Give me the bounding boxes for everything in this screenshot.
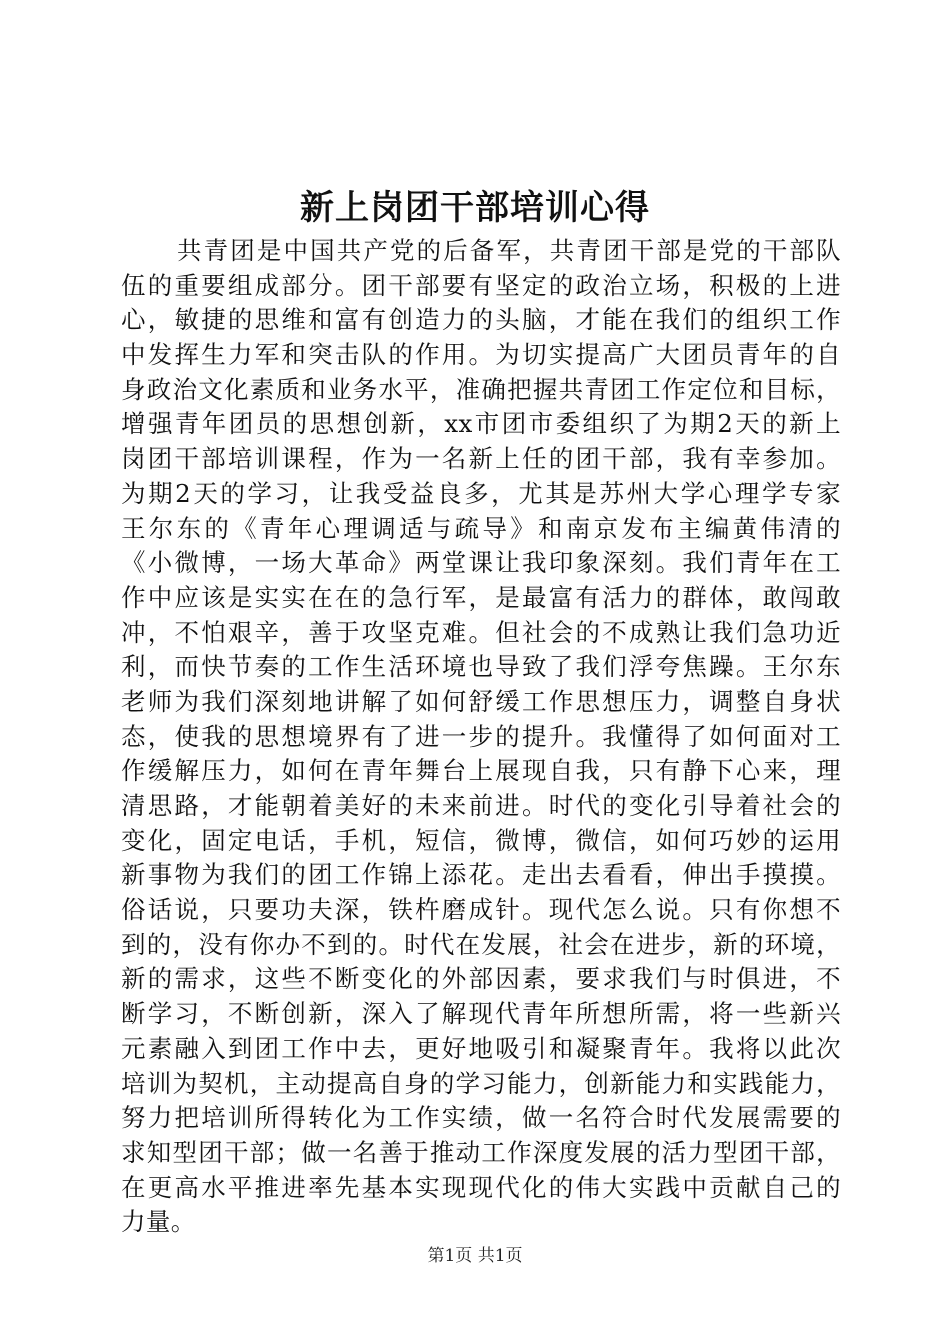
- body-line: 伍的重要组成部分。团干部要有坚定的政治立场，积极的上进: [121, 270, 841, 300]
- page-footer: 第1页 共1页: [427, 1246, 523, 1266]
- body-line: 断学习，不断创新，深入了解现代青年所想所需，将一些新兴: [121, 999, 841, 1029]
- document-title: 新上岗团干部培训心得: [300, 188, 650, 228]
- body-line: 共青团是中国共产党的后备军，共青团干部是党的干部队: [177, 236, 841, 265]
- body-line: 新的需求，这些不断变化的外部因素，要求我们与时俱进，不: [121, 964, 841, 994]
- body-line: 求知型团干部；做一名善于推动工作深度发展的活力型团干部，: [121, 1137, 841, 1167]
- body-line: 清思路，才能朝着美好的未来前进。时代的变化引导着社会的: [121, 791, 841, 820]
- body-line: 努力把培训所得转化为工作实绩，做一名符合时代发展需要的: [121, 1103, 841, 1133]
- body-line: 岗团干部培训课程，作为一名新上任的团干部，我有幸参加。: [121, 444, 841, 474]
- body-line: 王尔东的《青年心理调适与疏导》和南京发布主编黄伟清的: [121, 513, 841, 543]
- document-body: [121, 234, 841, 1240]
- body-line: 身政治文化素质和业务水平，准确把握共青团工作定位和目标，: [121, 374, 841, 404]
- body-line: 在更高水平推进率先基本实现现代化的伟大实践中贡献自己的: [121, 1172, 841, 1202]
- body-line: 作缓解压力，如何在青年舞台上展现自我，只有静下心来，理: [121, 756, 841, 786]
- body-line: 冲，不怕艰辛，善于攻坚克难。但社会的不成熟让我们急功近: [121, 617, 841, 647]
- body-line: 中发挥生力军和突击队的作用。为切实提高广大团员青年的自: [121, 340, 841, 370]
- body-line: 老师为我们深刻地讲解了如何舒缓工作思想压力，调整自身状: [121, 686, 841, 716]
- body-line: 利，而快节奏的工作生活环境也导致了我们浮夸焦躁。王尔东: [121, 652, 841, 682]
- body-line: 为期2天的学习，让我受益良多，尤其是苏州大学心理学专家: [121, 478, 841, 508]
- body-line: 新事物为我们的团工作锦上添花。走出去看看，伸出手摸摸。: [121, 860, 841, 890]
- body-line: 增强青年团员的思想创新，xx市团市委组织了为期2天的新上: [121, 409, 841, 439]
- body-line: 元素融入到团工作中去，更好地吸引和凝聚青年。我将以此次: [121, 1033, 841, 1063]
- body-line: 变化，固定电话，手机，短信，微博，微信，如何巧妙的运用: [121, 825, 841, 855]
- body-line: 到的，没有你办不到的。时代在发展，社会在进步，新的环境，: [121, 929, 841, 959]
- body-line: 态，使我的思想境界有了进一步的提升。我懂得了如何面对工: [121, 721, 841, 751]
- body-line: 心，敏捷的思维和富有创造力的头脑，才能在我们的组织工作: [121, 305, 841, 335]
- body-line: 作中应该是实实在在的急行军，是最富有活力的群体，敢闯敢: [121, 582, 841, 612]
- body-line: 培训为契机，主动提高自身的学习能力，创新能力和实践能力，: [121, 1068, 841, 1098]
- body-line: 力量。: [121, 1207, 196, 1237]
- body-line: 俗话说，只要功夫深，铁杵磨成针。现代怎么说。只有你想不: [121, 895, 841, 925]
- body-line: 《小微博，一场大革命》两堂课让我印象深刻。我们青年在工: [121, 548, 841, 578]
